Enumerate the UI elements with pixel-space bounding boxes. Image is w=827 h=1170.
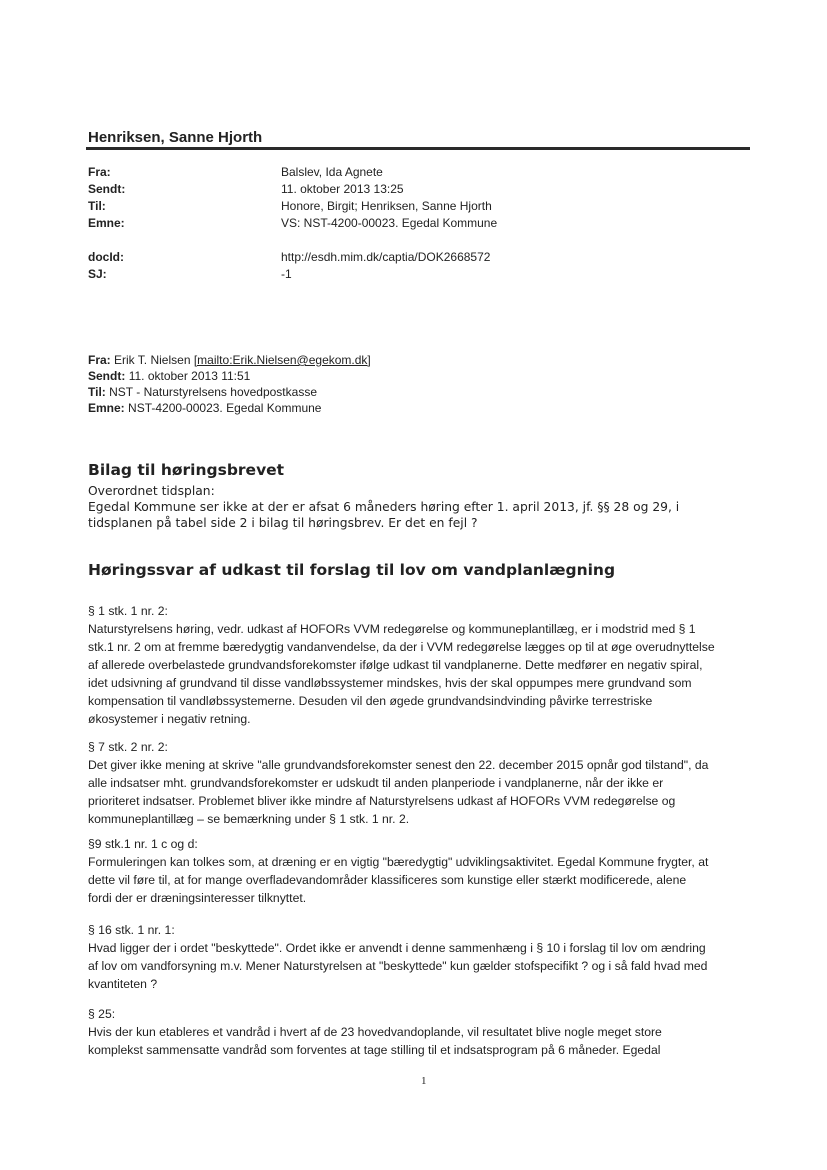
section-line: idet udsivning af grundvand til disse vandløbssystemer mindskes, hvis der skal oppumpes mere grundvand som [88,676,692,690]
section-line: Formuleringen kan tolkes som, at dræning er en vigtig "bæredygtig" udviklingsaktivitet. Egedal Kommune frygter, at [88,855,709,869]
forwarded-sendt-value: 11. oktober 2013 11:51 [128,369,251,383]
section-line: af allerede overbelastede grundvandsforekomster ifølge udkast til vandplanerne. Dette medfører en negativ spiral, [88,658,703,672]
section-line: af lov om vandforsyning m.v. Mener Naturstyrelsen at "beskyttede" kun gælder stofspecifikt ? og i så fald hvad med [88,959,708,973]
section-line: Det giver ikke mening at skrive "alle grundvandsforekomster senest den 22. december 2015 opnår god tilstand", da [88,758,709,772]
section-line: kommuneplantillæg – se bemærkning under § 1 stk. 1 nr. 2. [88,812,410,826]
section-line: kompensation til vandløbssystemerne. Desuden vil den øgede grundvandsindvinding påvirke terrestriske [88,694,653,708]
section-line: prioriteret indsatser. Problemet bliver ikke mindre af Naturstyrelsens udkast af HOFORs VVM redegørelse og [88,794,676,808]
section-5 [88,1005,752,1059]
forwarded-sendt-label: Sendt: [88,369,126,383]
page-number: 1 [421,1075,427,1087]
header-value-fra: Balslev, Ida Agnete [281,165,383,179]
header-divider [86,147,750,150]
sender-name: Henriksen, Sanne Hjorth [88,129,263,146]
header-label-docid: docId: [88,250,124,264]
header-value-emne: VS: NST-4200-00023. Egedal Kommune [281,216,498,230]
forwarded-emne-label: Emne: [88,401,125,415]
header-label-til: Til: [88,199,106,213]
forwarded-mailto-link[interactable]: [mailto:Erik.Nielsen@egekom.dk] [193,353,371,367]
section-line: dette vil føre til, at for mange overfladevandområder klassificeres som kunstige eller stærkt modificerede, alene [88,873,687,887]
section-ref: § 1 stk. 1 nr. 2: [88,604,168,618]
section-line: komplekst sammensatte vandråd som forventes at tage stilling til et indsatsprogram på 6 måneder. Egedal [88,1043,661,1057]
section-3 [88,835,752,907]
forwarded-emne [88,401,321,415]
bilag-line: tidsplanen på tabel side 2 i bilag til høringsbrev. Er det en fejl ? [88,516,478,530]
forwarded-fra-label: Fra: [88,353,111,367]
header-value-sj: -1 [281,267,292,281]
section-line: alle indsatser mht. grundvandsforekomster er udskudt til anden planperiode i vandplanerne, når der ikke er [88,776,664,790]
forwarded-sendt [88,369,250,383]
bilag-heading: Bilag til høringsbrevet [88,461,285,479]
header-value-til: Honore, Birgit; Henriksen, Sanne Hjorth [281,199,492,213]
section-ref: § 16 stk. 1 nr. 1: [88,923,175,937]
header-value-docid[interactable]: http://esdh.mim.dk/captia/DOK2668572 [281,250,491,264]
section-line: stk.1 nr. 2 om at fremme bæredygtig vandanvendelse, da der i VVM redegørelse lægges op til at øge overudnyttelse [88,640,715,654]
forwarded-til [88,385,317,399]
forwarded-til-value: NST - Naturstyrelsens hovedpostkasse [109,385,317,399]
header-label-fra: Fra: [88,165,111,179]
forwarded-fra-value: Erik T. Nielsen [114,353,191,367]
forwarded-emne-value: NST-4200-00023. Egedal Kommune [128,401,322,415]
horingssvar-heading: Høringssvar af udkast til forslag til lov om vandplanlægning [88,561,616,579]
section-ref: §9 stk.1 nr. 1 c og d: [88,837,198,851]
section-line: Naturstyrelsens høring, vedr. udkast af HOFORs VVM redegørelse og kommuneplantillæg, er i modstrid med § 1 [88,622,696,636]
bilag-subheading: Overordnet tidsplan: [88,484,215,498]
header-label-sj: SJ: [88,267,107,281]
section-line: fordi der er dræningsinteresser tilknyttet. [88,891,307,905]
section-line: kvantiteten ? [88,977,158,991]
section-2 [88,738,752,828]
bilag-line: Egedal Kommune ser ikke at der er afsat 6 måneders høring efter 1. april 2013, jf. §§ 28 og 29, i [88,500,680,514]
section-ref: § 7 stk. 2 nr. 2: [88,740,168,754]
header-label-sendt: Sendt: [88,182,126,196]
section-line: Hvis der kun etableres et vandråd i hvert af de 23 hovedvandoplande, vil resultatet blive nogle meget store [88,1025,662,1039]
section-ref: § 25: [88,1007,116,1021]
section-1 [88,602,752,728]
section-line: Hvad ligger der i ordet "beskyttede". Ordet ikke er anvendt i denne sammenhæng i § 10 i forslag til lov om ændring [88,941,706,955]
forwarded-fra [88,353,371,367]
section-line: økosystemer i negativ retning. [88,712,251,726]
header-value-sendt: 11. oktober 2013 13:25 [281,182,404,196]
header-label-emne: Emne: [88,216,125,230]
section-4 [88,921,752,993]
forwarded-til-label: Til: [88,385,106,399]
